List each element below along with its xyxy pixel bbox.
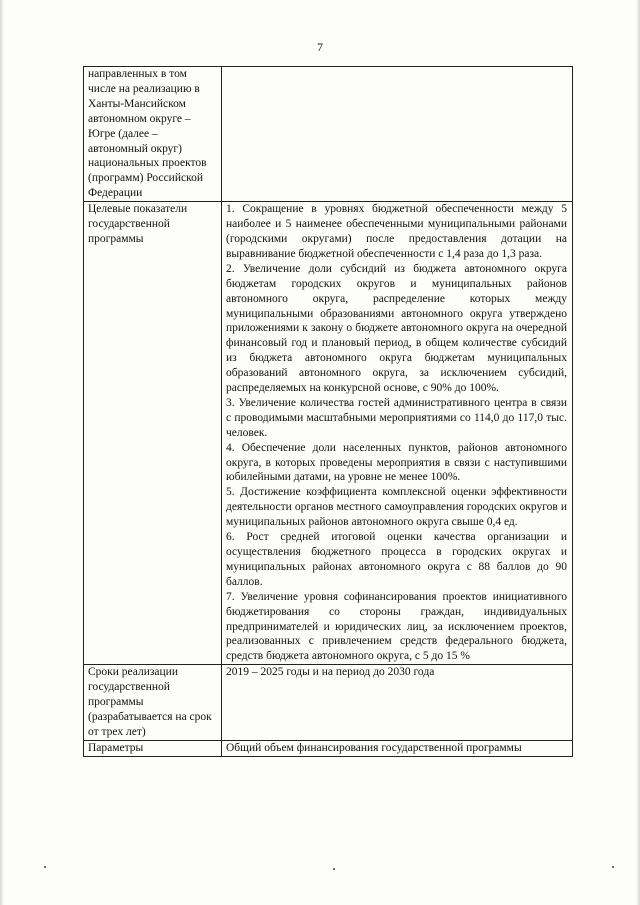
row-label: Параметры <box>84 740 222 756</box>
indicator-item: 3. Увеличение количества гостей административного центра в связи с проводимыми масштабными мероприятиями со 114,0 до 117,0 тыс. человек. <box>226 396 567 439</box>
scan-edge-left <box>0 0 4 905</box>
indicator-item: 7. Увеличение уровня софинансирования проектов инициативного бюджетирования со стороны граждан, индивидуальных предпринимателей и юридических лиц, за исключением проектов, реализованных с привлечением средств федерального бюджета, средств бюджета автономного округа, с 5 до 15 % <box>226 590 567 663</box>
scan-speck <box>44 866 46 868</box>
row-label: направленных в том числе на реализацию в Ханты-Мансийском автономном округе – Югре (далее – автономный округ) национальных проектов (программ) Российской Федерации <box>84 67 222 202</box>
table-row-national-projects <box>84 67 573 202</box>
passport-table <box>83 66 573 757</box>
indicator-list <box>222 202 573 665</box>
indicator-item: 1. Сокращение в уровнях бюджетной обеспеченности между 5 наиболее и 5 наименее обеспеченными муниципальными районами (городскими округами) после предоставления дотации на выравнивание бюджетной обеспеченности с 1,4 раза до 1,3 раза. <box>226 203 567 260</box>
row-label: Целевые показатели государственной программы <box>84 202 222 665</box>
scan-edge-right <box>636 0 640 905</box>
scan-speck <box>612 866 614 868</box>
table-row-terms <box>84 665 573 741</box>
table-row-parameters <box>84 740 573 756</box>
table-row-target-indicators <box>84 202 573 665</box>
row-content: 2019 – 2025 годы и на период до 2030 года <box>222 665 573 741</box>
row-label: Сроки реализации государственной программы (разрабатывается на срок от трех лет) <box>84 665 222 741</box>
row-content-empty <box>222 67 573 202</box>
page-number: 7 <box>317 40 323 54</box>
scan-speck <box>333 868 335 870</box>
indicator-item: 6. Рост средней итоговой оценки качества организации и осуществления бюджетного процесса в городских округах и муниципальных районах автономного округа с 88 баллов до 90 баллов. <box>226 531 567 588</box>
indicator-item: 2. Увеличение доли субсидий из бюджета автономного округа бюджетам городских округов и муниципальных районов автономного округа, распределение которых между муниципальными образованиями автономного округа утверждено приложениями к закону о бюджете автономного округа на очередной финансовый год и плановый период, в общем количестве субсидий из бюджета автономного округа бюджетам муниципальных образований автономного округа, за исключением субсидий, распределяемых на конкурсной основе, с 90% до 100%. <box>226 262 567 395</box>
row-content: Общий объем финансирования государственной программы <box>222 740 573 756</box>
indicator-item: 4. Обеспечение доли населенных пунктов, районов автономного округа, в которых проведены мероприятия в связи с наступившими юбилейными датами, на уровне не менее 100%. <box>226 441 567 484</box>
indicator-item: 5. Достижение коэффициента комплексной оценки эффективности деятельности органов местного самоуправления городских округов и муниципальных районов автономного округа свыше 0,4 ед. <box>226 486 567 529</box>
